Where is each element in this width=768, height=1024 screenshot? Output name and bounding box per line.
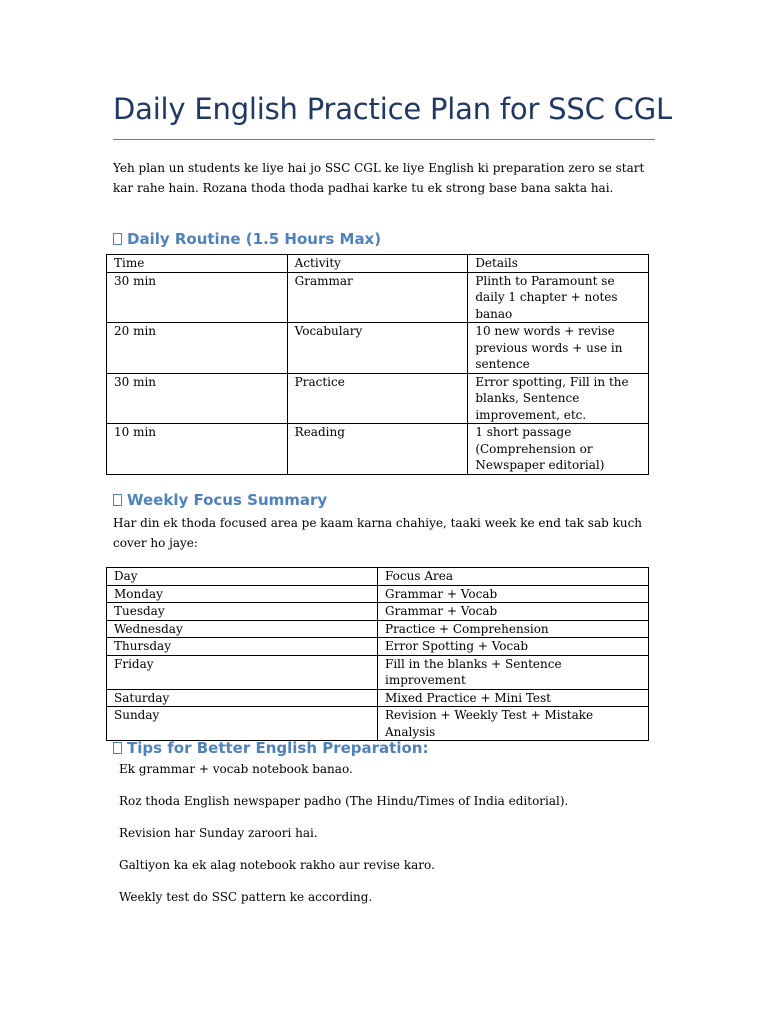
table-row [107,272,649,323]
tips-heading [113,739,428,757]
routine-heading-text: Daily Routine (1.5 Hours Max) [127,230,382,248]
focus-cell: Mixed Practice + Mini Test [378,689,649,707]
table-row [107,323,649,374]
missing-glyph-icon [113,233,122,245]
details-cell: 10 new words + revise previous words + use in sentence [468,323,649,374]
missing-glyph-icon [113,742,122,754]
day-cell: Monday [107,585,378,603]
title-underline [113,139,655,140]
day-cell: Wednesday [107,620,378,638]
focus-cell: Grammar + Vocab [378,603,649,621]
time-cell: 30 min [107,272,288,323]
routine-heading [113,230,381,248]
page-title: Daily English Practice Plan for SSC CGL [113,92,672,126]
time-cell: 30 min [107,373,288,424]
details-cell: Error spotting, Fill in the blanks, Sentence improvement, etc. [468,373,649,424]
table-row [107,655,649,689]
weekly-heading [113,491,327,509]
weekly-heading-text: Weekly Focus Summary [127,491,328,509]
tip-item: Revision har Sunday zaroori hai. [119,826,318,840]
table-row [107,585,649,603]
weekly-intro-paragraph: Har din ek thoda focused area pe kaam karna chahiye, taaki week ke end tak sab kuch cover ho jaye: [113,516,643,550]
table-row [107,707,649,741]
focus-cell: Revision + Weekly Test + Mistake Analysis [378,707,649,741]
details-cell: Plinth to Paramount se daily 1 chapter + notes banao [468,272,649,323]
focus-cell: Error Spotting + Vocab [378,638,649,656]
daily-routine-table [106,254,649,475]
focus-cell: Practice + Comprehension [378,620,649,638]
table-row [107,689,649,707]
day-cell: Thursday [107,638,378,656]
focus-cell: Fill in the blanks + Sentence improvement [378,655,649,689]
header-cell: Day [107,568,378,586]
activity-cell: Grammar [287,272,468,323]
day-cell: Sunday [107,707,378,741]
day-cell: Saturday [107,689,378,707]
weekly-focus-table [106,567,649,741]
table-row [107,373,649,424]
tip-item: Ek grammar + vocab notebook banao. [119,762,353,776]
activity-cell: Practice [287,373,468,424]
details-cell: 1 short passage (Comprehension or Newspaper editorial) [468,424,649,475]
day-cell: Friday [107,655,378,689]
tip-item: Roz thoda English newspaper padho (The Hindu/Times of India editorial). [119,794,569,808]
activity-cell: Reading [287,424,468,475]
time-cell: 10 min [107,424,288,475]
header-cell: Activity [287,255,468,273]
day-cell: Tuesday [107,603,378,621]
focus-cell: Grammar + Vocab [378,585,649,603]
activity-cell: Vocabulary [287,323,468,374]
table-row [107,620,649,638]
missing-glyph-icon [113,494,122,506]
time-cell: 20 min [107,323,288,374]
table-row [107,603,649,621]
table-row [107,638,649,656]
tips-heading-text: Tips for Better English Preparation: [127,739,429,757]
header-cell: Focus Area [378,568,649,586]
table-header-row [107,568,649,586]
intro-paragraph: Yeh plan un students ke liye hai jo SSC CGL ke liye English ki preparation zero se start kar rahe hain. Rozana thoda thoda padhai karke tu ek strong base bana sakta hai. [113,161,645,195]
tip-item: Weekly test do SSC pattern ke according. [119,890,373,904]
tip-item: Galtiyon ka ek alag notebook rakho aur revise karo. [119,858,435,872]
table-row [107,424,649,475]
header-cell: Details [468,255,649,273]
table-header-row [107,255,649,273]
header-cell: Time [107,255,288,273]
